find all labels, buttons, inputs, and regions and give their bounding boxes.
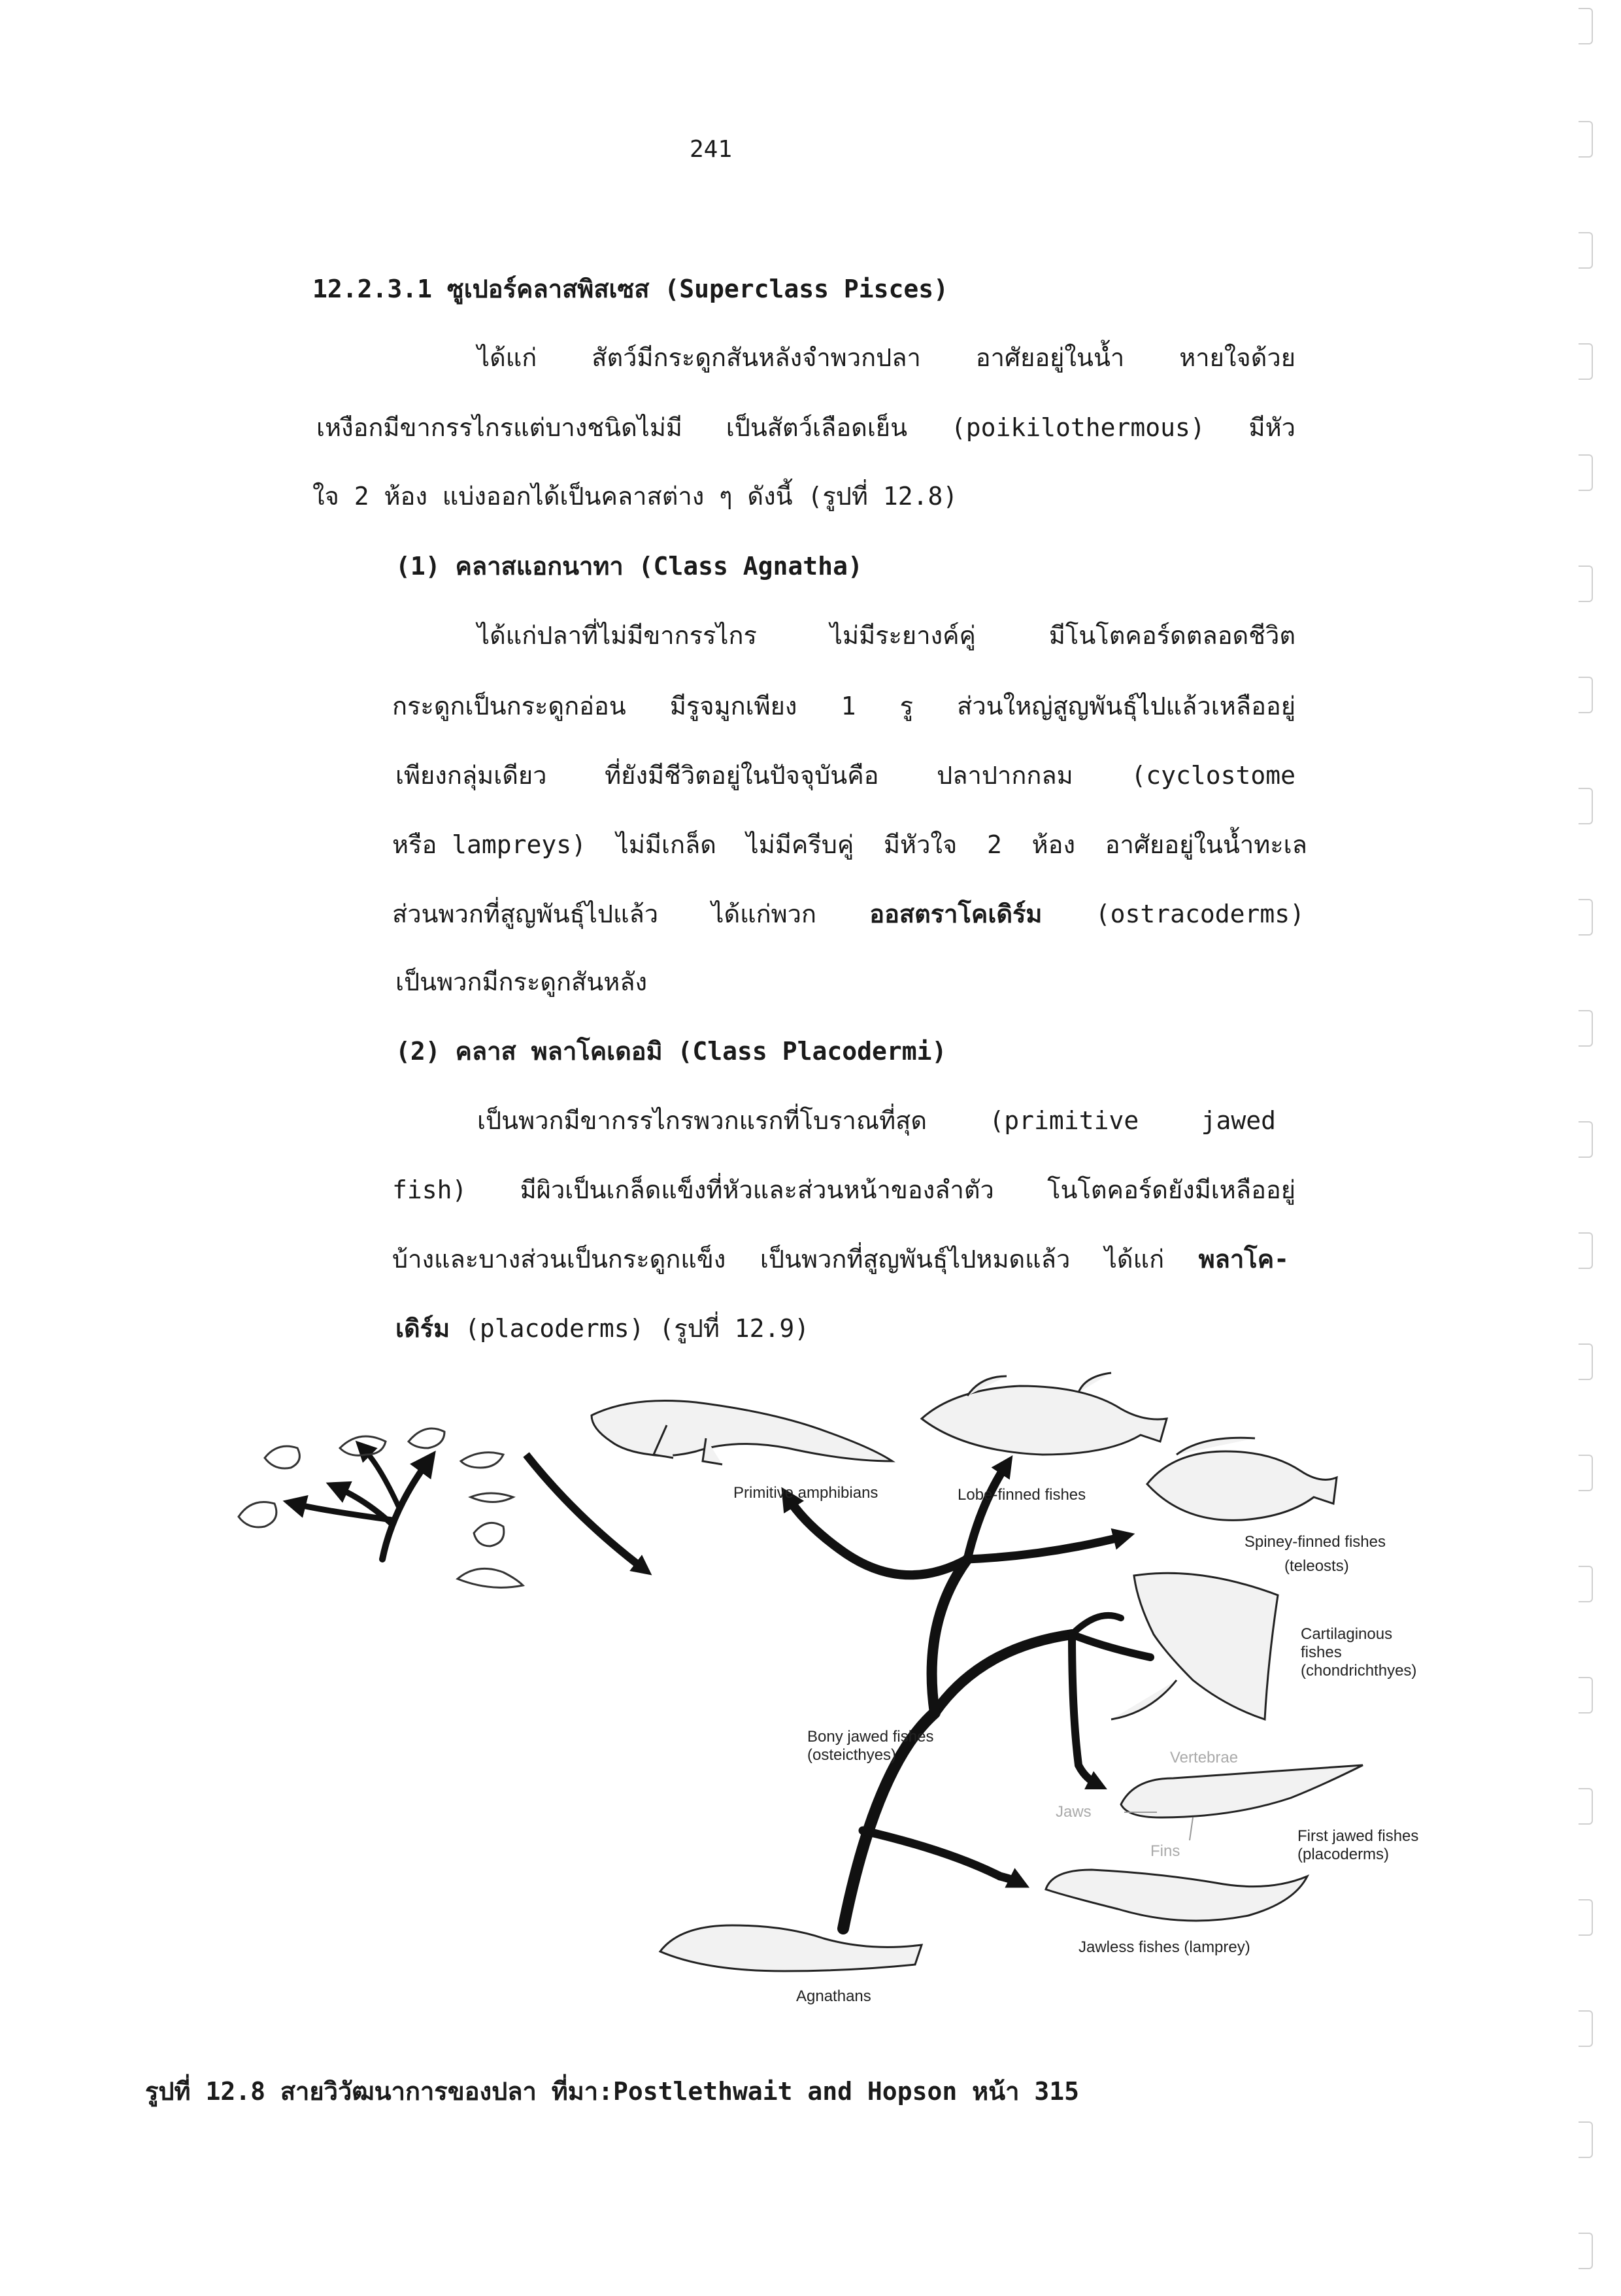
text: อาศัยอยู่ในน้ำทะเล [1105, 830, 1307, 859]
text: ส่วนใหญ่สูญพันธุ์ไปแล้วเหลืออยู่ [957, 692, 1295, 720]
text: เป็นพวกที่สูญพันธุ์ไปหมดแล้ว [760, 1245, 1071, 1274]
text: หายใจด้วย [1179, 343, 1295, 372]
sub2-heading: (2) คลาส พลาโคเดอมิ (Class Placodermi) [395, 1037, 947, 1066]
sub1-heading: (1) คลาสแอกนาทา (Class Agnatha) [395, 552, 863, 581]
text: ไม่มีครีบคู่ [746, 830, 854, 859]
agnathan-drawing [660, 1925, 922, 1971]
text: fish) [392, 1175, 467, 1204]
lobe-finned-fish-drawing [922, 1373, 1167, 1455]
label-agnathans: Agnathans [796, 1987, 871, 2005]
label-spiney-finned-1: Spiney-finned fishes [1244, 1533, 1386, 1551]
figure-caption: รูปที่ 12.8 สายวิวัฒนาการของปลา ที่มา:Postlethwait and Hopson หน้า 315 [145, 2077, 1079, 2106]
text: (poikilothermous) [950, 413, 1205, 442]
text: (placoderms) (รูปที่ 12.9) [465, 1314, 810, 1343]
text: หรือ lampreys) [392, 830, 587, 859]
text: รู [899, 692, 914, 720]
main-tree [788, 1464, 1150, 1929]
text: เดิร์ม [395, 1314, 450, 1343]
text: ห้อง [1031, 830, 1076, 859]
text: กระดูกเป็นกระดูกอ่อน [392, 692, 626, 720]
teleost-fish-drawing [1147, 1438, 1337, 1520]
text: พลาโค- [1198, 1245, 1289, 1274]
text: (ostracoderms) [1095, 900, 1305, 928]
label-lobe-finned: Lobe-finned fishes [958, 1486, 1086, 1504]
small-creature-sketches [239, 1428, 523, 1587]
label-first-jawed-2: (placoderms) [1297, 1846, 1390, 1863]
label-jawless: Jawless fishes (lamprey) [1078, 1938, 1250, 1956]
text: 2 [986, 830, 1002, 859]
text: อาศัยอยู่ในน้ำ [975, 343, 1125, 372]
text: มีหัวใจ [883, 830, 958, 859]
label-primitive-amphibians: Primitive amphibians [733, 1484, 878, 1502]
text: มีรูจมูกเพียง [669, 692, 797, 720]
text: ได้แก่ปลาที่ไม่มีขากรรไกร [477, 621, 757, 650]
text: (primitive [989, 1106, 1139, 1135]
text: ส่วนพวกที่สูญพันธุ์ไปแล้ว [392, 900, 659, 928]
text: ได้แก่ [1104, 1245, 1165, 1274]
sub1-line6: เป็นพวกมีกระดูกสันหลัง [395, 968, 648, 996]
ray-drawing [1111, 1573, 1278, 1719]
text: เหงือกมีขากรรไกรแต่บางชนิดไม่มี [316, 413, 682, 442]
para1-line3: ใจ 2 ห้อง แบ่งออกได้เป็นคลาสต่าง ๆ ดังนี้ (รูปที่ 12.8) [312, 482, 958, 511]
label-spiney-finned-2: (teleosts) [1284, 1557, 1349, 1575]
placoderm-drawing [1121, 1765, 1363, 1817]
text: เป็นพวกมีขากรรไกรพวกแรกที่โบราณที่สุด [477, 1106, 927, 1135]
text: ที่ยังมีชีวิตอยู่ในปัจจุบันคือ [605, 761, 879, 790]
section-heading: 12.2.3.1 ซูเปอร์คลาสพิสเซส (Superclass Pisces) [312, 275, 949, 303]
text: ไม่มีเกล็ด [616, 830, 716, 859]
text: สัตว์มีกระดูกสันหลังจำพวกปลา [592, 343, 921, 372]
text: ปลาปากกลม [937, 761, 1073, 790]
label-cartilaginous-2: fishes [1301, 1644, 1342, 1661]
text: บ้างและบางส่วนเป็นกระดูกแข็ง [392, 1245, 726, 1274]
label-vertebrae: Vertebrae [1170, 1749, 1239, 1766]
text: โนโตคอร์ดยังมีเหลืออยู่ [1047, 1175, 1295, 1204]
label-jaws: Jaws [1056, 1803, 1092, 1821]
text: ได้แก่พวก [711, 900, 817, 928]
text: เป็นสัตว์เลือดเย็น [726, 413, 908, 442]
label-first-jawed-1: First jawed fishes [1297, 1827, 1419, 1845]
text: มีโนโตคอร์ดตลอดชีวิต [1048, 621, 1295, 650]
text: ไม่มีระยางค์คู่ [829, 621, 976, 650]
lamprey-drawing [1046, 1870, 1307, 1921]
label-cartilaginous-1: Cartilaginous [1301, 1625, 1393, 1643]
text: ได้แก่ [477, 343, 537, 372]
amphibian-drawing [592, 1401, 892, 1465]
text: 1 [841, 692, 856, 720]
text: ออสตราโคเดิร์ม [869, 900, 1043, 928]
label-fins: Fins [1150, 1842, 1180, 1860]
label-bony-2: (osteicthyes) [807, 1746, 897, 1764]
text: เพียงกลุ่มเดียว [395, 761, 547, 790]
text: มีผิวเป็นเกล็ดแข็งที่หัวและส่วนหน้าของลำตัว [520, 1175, 994, 1204]
text: (cyclostome [1131, 761, 1295, 790]
text: มีหัว [1248, 413, 1295, 442]
text: jawed [1201, 1106, 1276, 1135]
transition-arrow [526, 1455, 644, 1569]
page-number: 241 [690, 136, 733, 163]
label-bony-1: Bony jawed fishes [807, 1728, 934, 1746]
label-cartilaginous-3: (chondrichthyes) [1301, 1662, 1417, 1680]
ancestor-tree [294, 1448, 428, 1559]
